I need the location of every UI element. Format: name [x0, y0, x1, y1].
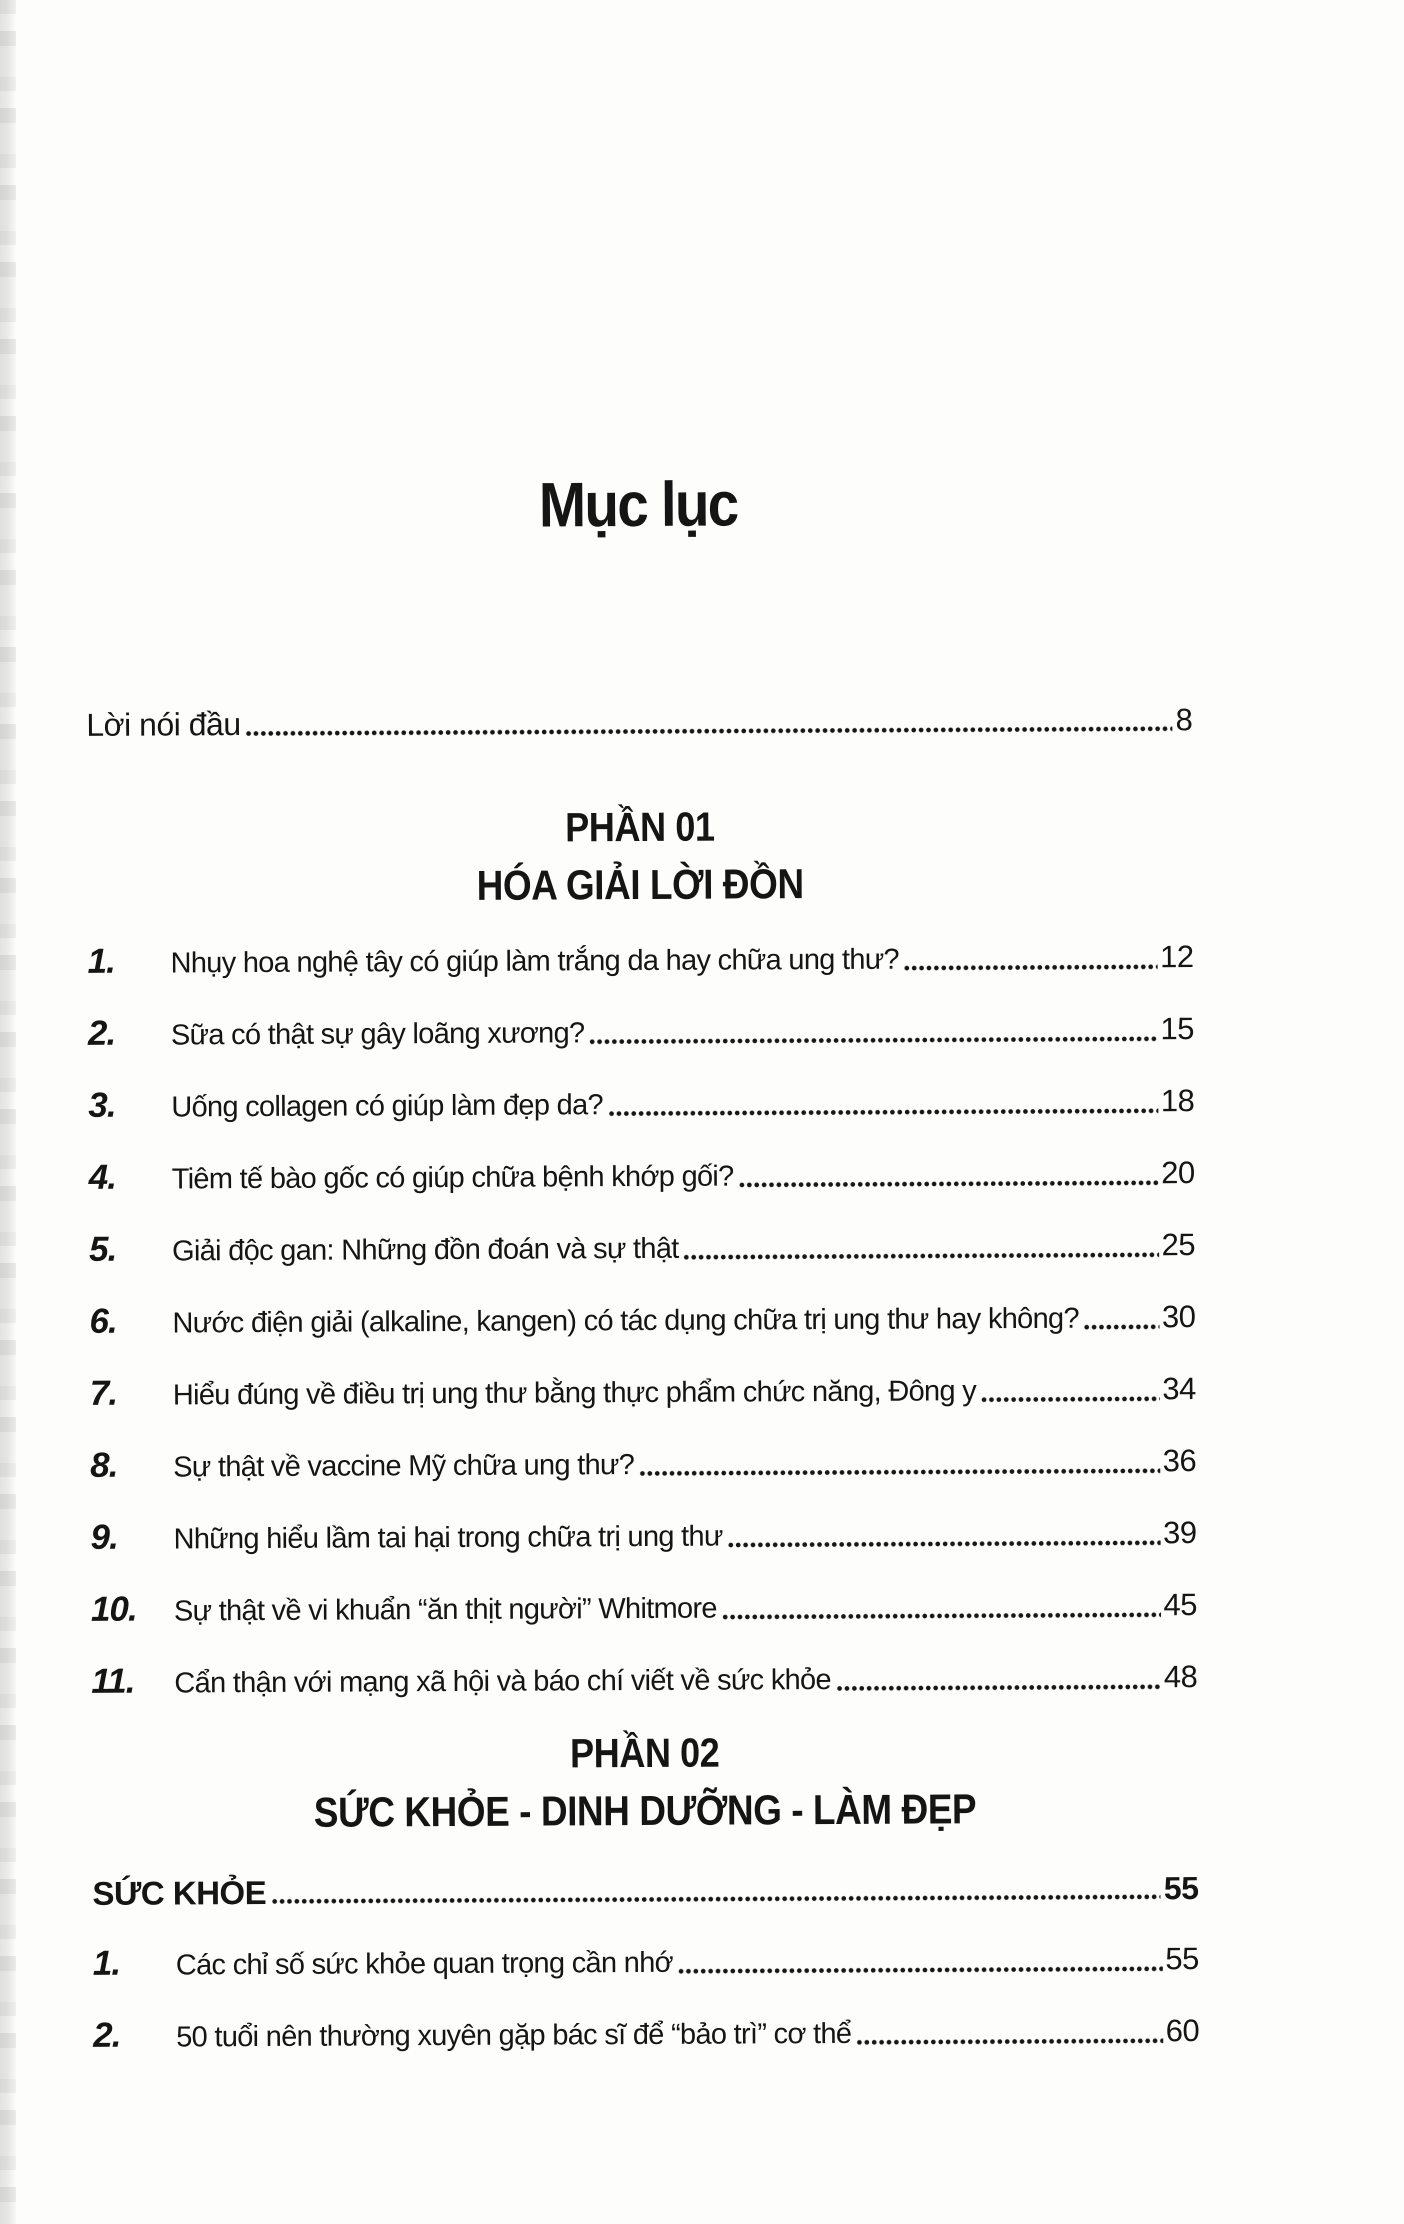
dot-leader: [678, 1964, 1162, 1976]
toc-entry-suc-khoe: [92, 1866, 1198, 1916]
dot-leader: [684, 1250, 1159, 1261]
toc-item: [90, 1438, 1196, 1490]
item-number: 7.: [89, 1373, 118, 1413]
item-number: 3.: [88, 1085, 116, 1125]
dot-leader: [639, 1466, 1160, 1478]
toc-item: [93, 1936, 1199, 1988]
toc-item: [89, 1150, 1195, 1202]
toc-item: [88, 1078, 1194, 1130]
dot-leader: [246, 724, 1173, 738]
dot-leader: [856, 2036, 1162, 2047]
item-title: 50 tuổi nên thường xuyên gặp bác sĩ để “bảo trì” cơ thể: [176, 2017, 852, 2054]
page-number: 48: [1163, 1659, 1198, 1695]
toc-item: [90, 1366, 1196, 1418]
subsection-label: SỨC KHỎE: [92, 1873, 267, 1912]
page-number: 25: [1161, 1227, 1196, 1263]
dot-leader: [271, 1892, 1161, 1906]
dot-leader: [608, 1106, 1158, 1118]
item-number: 6.: [89, 1301, 117, 1341]
item-title: Sự thật về vi khuẩn “ăn thịt người” Whitmore: [173, 1592, 717, 1628]
item-number: 11.: [91, 1661, 135, 1701]
item-number: 8.: [90, 1445, 118, 1485]
page-number: 15: [1160, 1011, 1195, 1047]
toc-item: [87, 934, 1193, 986]
part-2-title: SỨC KHỎE - DINH DƯỠNG - LÀM ĐẸP: [313, 1785, 977, 1836]
item-title: Uống collagen có giúp làm đẹp da?: [171, 1089, 603, 1124]
page-number: 60: [1165, 2013, 1200, 2049]
item-number: 1.: [87, 941, 115, 981]
dot-leader: [1084, 1322, 1159, 1331]
page-number: 8: [1175, 702, 1193, 738]
page-number: 55: [1163, 1870, 1199, 1907]
item-title: Các chỉ số sức khỏe quan trọng cần nhớ: [175, 1946, 673, 1982]
dot-leader: [904, 962, 1157, 972]
page-number: 12: [1159, 939, 1194, 975]
part-1-title: HÓA GIẢI LỜI ĐỒN: [476, 860, 804, 909]
item-title: Nhụy hoa nghệ tây có giúp làm trắng da hay chữa ung thư?: [170, 943, 900, 980]
preface-label: Lời nói đầu: [86, 706, 241, 743]
toc-item: [89, 1222, 1195, 1274]
dot-leader: [739, 1178, 1159, 1189]
item-title: Hiểu đúng về điều trị ung thư bằng thực phẩm chức năng, Đông y: [172, 1375, 977, 1412]
item-title: Những hiểu lầm tai hại trong chữa trị ung thư: [173, 1520, 723, 1556]
toc-item: [91, 1582, 1197, 1634]
item-number: 2.: [93, 2015, 121, 2055]
dot-leader: [589, 1034, 1157, 1046]
page-number: 20: [1161, 1155, 1195, 1191]
page-number: 18: [1160, 1083, 1195, 1119]
page-number: 34: [1162, 1371, 1196, 1407]
toc-item: [88, 1006, 1194, 1058]
item-number: 5.: [88, 1229, 117, 1269]
item-number: 4.: [88, 1157, 117, 1197]
page-number: 45: [1163, 1587, 1198, 1623]
part-2-label: PHẦN 02: [569, 1729, 720, 1777]
item-title: Sự thật về vaccine Mỹ chữa ung thư?: [173, 1449, 635, 1484]
toc-item: [93, 2008, 1199, 2060]
page-number: 30: [1161, 1299, 1196, 1335]
toc-item: [90, 1510, 1196, 1562]
part-1-header: [87, 800, 1194, 914]
part-2-header: [92, 1726, 1199, 1840]
item-number: 1.: [92, 1943, 121, 1983]
item-number: 2.: [87, 1013, 116, 1053]
dot-leader: [728, 1538, 1160, 1549]
table-of-contents: [85, 467, 1199, 2086]
item-title: Sữa có thật sự gây loãng xương?: [170, 1017, 585, 1052]
toc-item: [89, 1294, 1195, 1346]
dot-leader: [836, 1682, 1161, 1693]
item-title: Cẩn thận với mạng xã hội và báo chí viết về sức khỏe: [174, 1664, 831, 1700]
scanned-page-edge: [0, 0, 16, 2224]
page-number: 36: [1162, 1443, 1197, 1479]
toc-entry-preface: [86, 697, 1192, 748]
dot-leader: [981, 1394, 1159, 1404]
item-title: Tiêm tế bào gốc có giúp chữa bệnh khớp gối?: [171, 1160, 734, 1196]
page-number: 55: [1165, 1941, 1199, 1977]
item-title: Giải độc gan: Những đồn đoán và sự thật: [172, 1232, 679, 1268]
page-title: Mục lục: [538, 469, 738, 541]
part-2-section: [92, 1726, 1200, 2060]
toc-item: [91, 1654, 1197, 1706]
dot-leader: [722, 1610, 1161, 1621]
item-number: 10.: [90, 1589, 137, 1629]
part-1-label: PHẦN 01: [565, 803, 715, 851]
item-title: Nước điện giải (alkaline, kangen) có tác dụng chữa trị ung thư hay không?: [172, 1302, 1079, 1340]
page-number: 39: [1162, 1515, 1197, 1551]
item-number: 9.: [90, 1517, 118, 1557]
